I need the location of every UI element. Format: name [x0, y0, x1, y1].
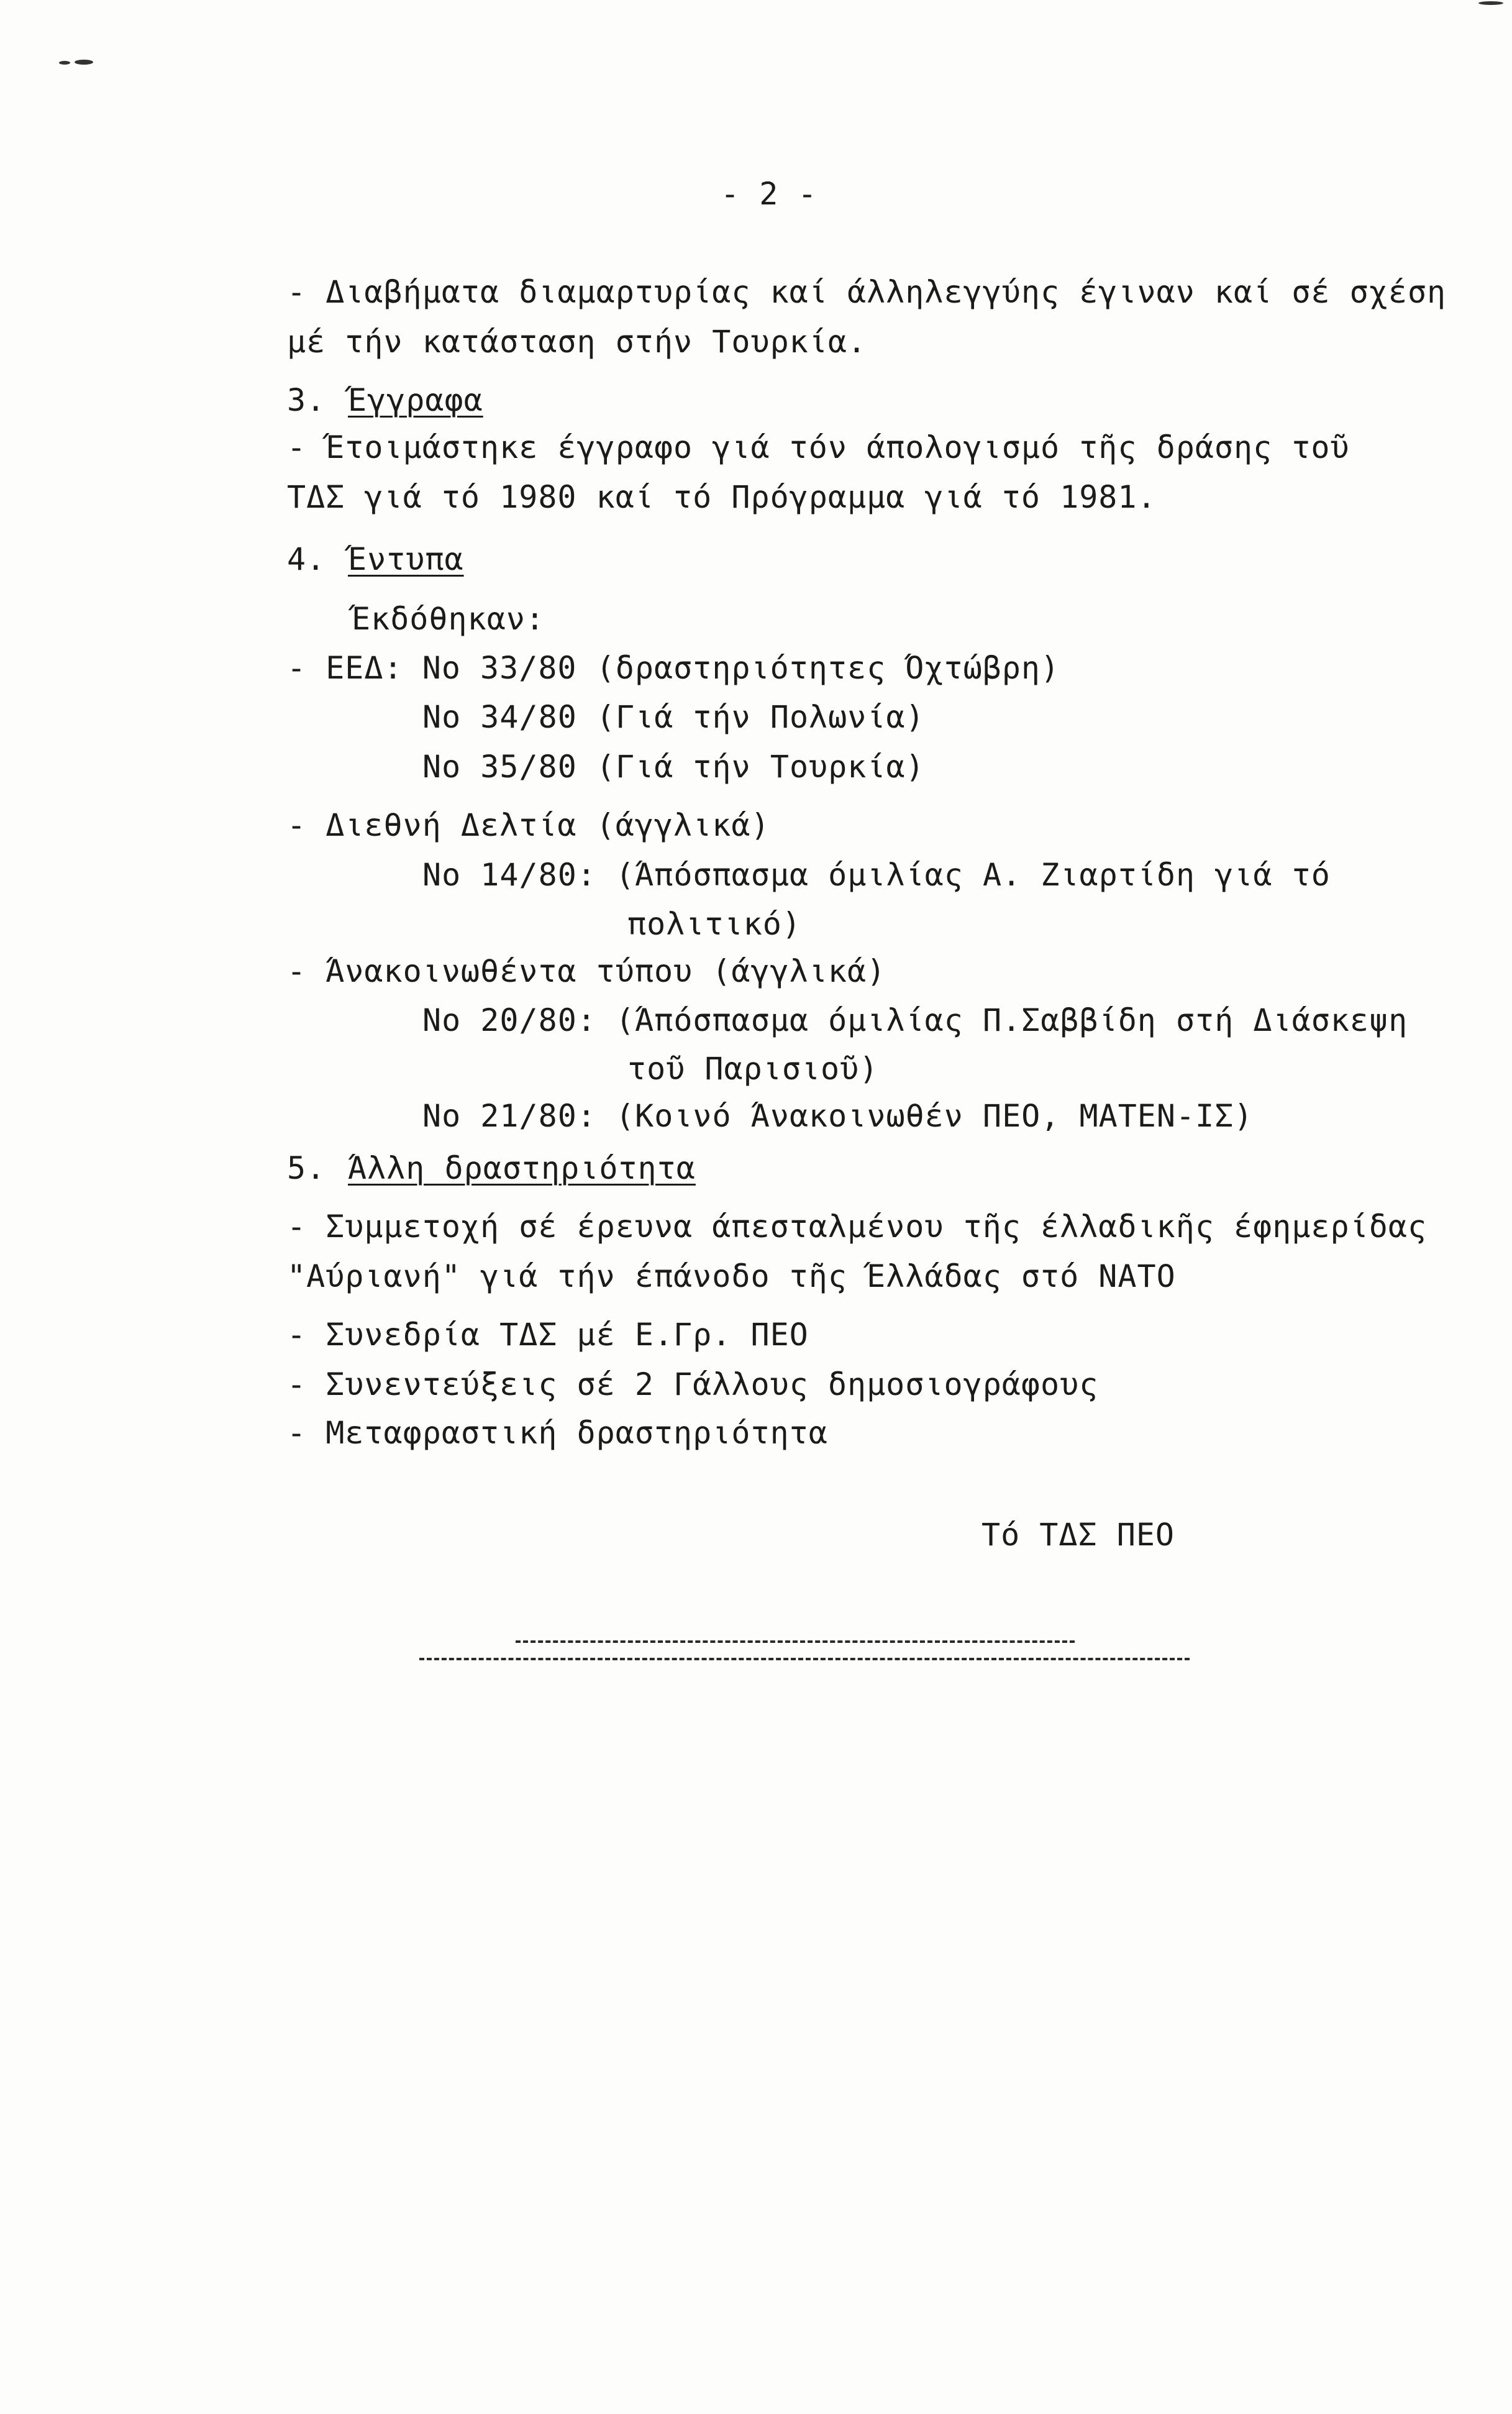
text-line: Νο 34/80 (Γιά τήν Πολωνία)	[422, 699, 925, 735]
scan-speck	[1478, 1, 1503, 5]
signature-line: Τό ΤΔΣ ΠΕΟ	[981, 1517, 1175, 1553]
section-heading: Έγγραφα	[348, 382, 483, 418]
text-line: Νο 21/80: (Κοινό Άνακοινωθέν ΠΕΟ, ΜΑΤΕΝ-ΙΣ)	[422, 1098, 1254, 1134]
section-number: 5.	[287, 1150, 326, 1186]
text-line: "Αύριανή" γιά τήν έπάνοδο τῆς Έλλάδας στό ΝΑΤΟ	[287, 1258, 1176, 1294]
text-line: Έκδόθηκαν:	[352, 601, 545, 637]
text-line: Νο 14/80: (Άπόσπασμα όμιλίας Α. Ζιαρτίδη γιά τό	[422, 857, 1331, 893]
text-line: Νο 20/80: (Άπόσπασμα όμιλίας Π.Σαββίδη στή Διάσκεψη	[422, 1002, 1408, 1038]
text-line: μέ τήν κατάσταση στήν Τουρκία.	[287, 324, 867, 360]
dashed-rule	[516, 1640, 1075, 1643]
section-heading: Άλλη δραστηριότητα	[348, 1150, 696, 1186]
text-line: - Μεταφραστική δραστηριότητα	[287, 1415, 828, 1451]
text-line: τοῦ Παρισιοῦ)	[627, 1051, 879, 1087]
section-heading: Έντυπα	[348, 541, 464, 577]
text-line: - Άνακοινωθέντα τύπου (άγγλικά)	[287, 953, 886, 989]
section-number: 4.	[287, 541, 326, 577]
text-line: ΤΔΣ γιά τό 1980 καί τό Πρόγραμμα γιά τό 1981.	[287, 479, 1157, 515]
text-line: - Έτοιμάστηκε έγγραφο γιά τόν άπολογισμό τῆς δράσης τοῦ	[287, 429, 1350, 465]
section-number: 3.	[287, 382, 326, 418]
text-line: - Συνεδρία ΤΔΣ μέ Ε.Γρ. ΠΕΟ	[287, 1317, 809, 1353]
text-line: πολιτικό)	[627, 906, 801, 942]
text-line: - Διεθνή Δελτία (άγγλικά)	[287, 807, 770, 843]
text-line: - ΕΕΔ: Νο 33/80 (δραστηριότητες Όχτώβρη)	[287, 650, 1060, 686]
text-line: Νο 35/80 (Γιά τήν Τουρκία)	[422, 749, 925, 785]
text-line: - Διαβήματα διαμαρτυρίας καί άλληλεγγύης έγιναν καί σέ σχέση	[287, 274, 1447, 310]
scan-speck	[59, 61, 70, 65]
text-line: - Συνεντεύξεις σέ 2 Γάλλους δημοσιογράφους	[287, 1366, 1099, 1402]
scan-speck	[75, 60, 93, 65]
text-line: - Συμμετοχή σέ έρευνα άπεσταλμένου τῆς έλλαδικῆς έφημερίδας	[287, 1209, 1428, 1245]
page-number: - 2 -	[721, 176, 817, 212]
dashed-rule	[419, 1658, 1190, 1660]
